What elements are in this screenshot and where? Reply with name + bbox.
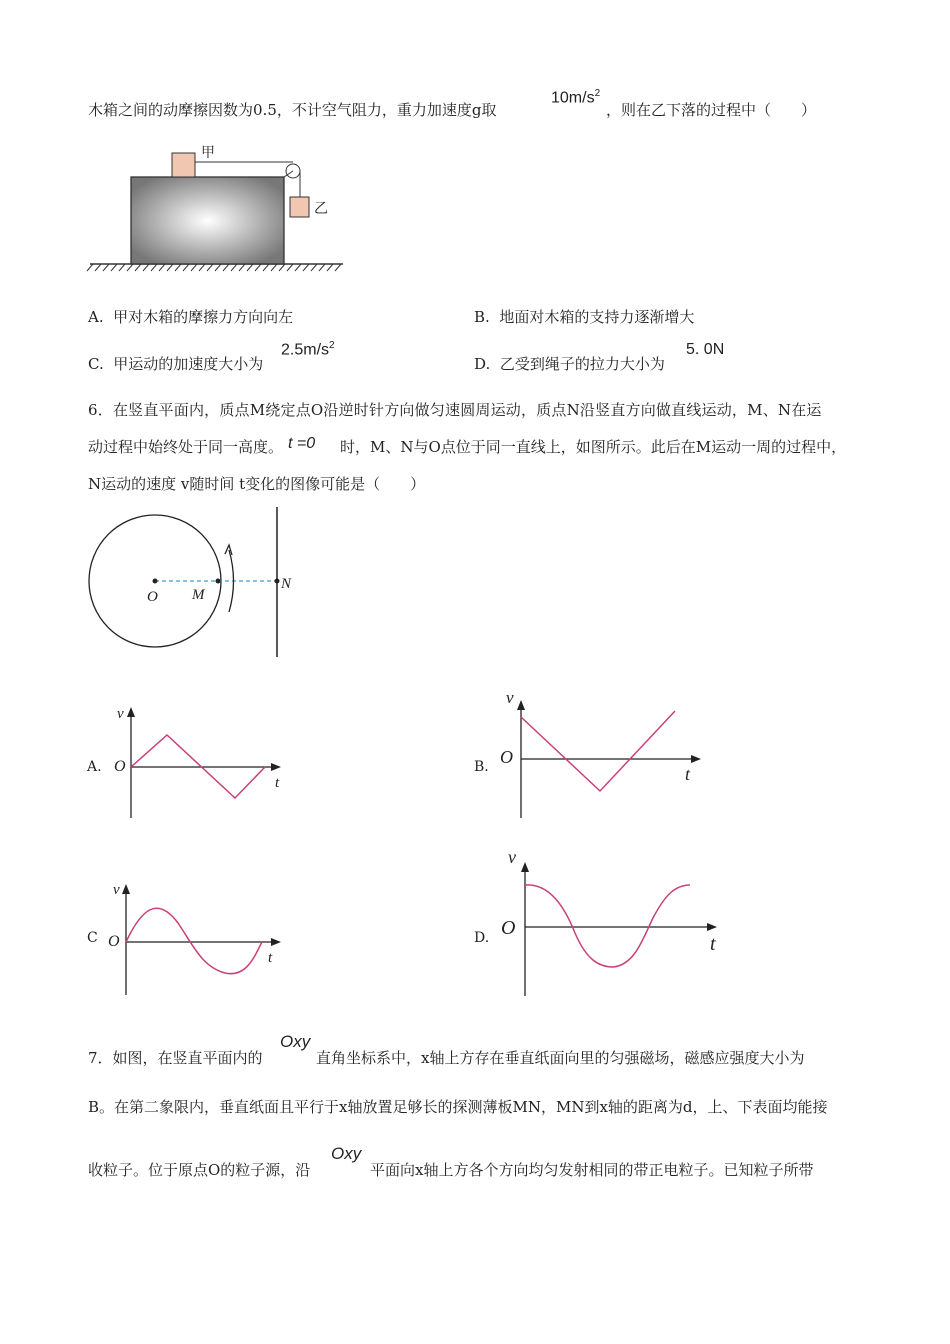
graph-a[interactable]: [105, 700, 295, 825]
ground-hatch: [263, 264, 269, 271]
graph-c[interactable]: [105, 875, 295, 1000]
svg-text:v: v: [117, 706, 124, 722]
q6-line1: 6．在竖直平面内，质点M绕定点O沿逆时针方向做匀速圆周运动，质点N沿竖直方向做直线运动，M、N在运: [88, 401, 822, 419]
point-M: [216, 579, 221, 584]
ground-hatch: [103, 264, 109, 271]
ground-hatch: [127, 264, 133, 271]
ground-hatch: [199, 264, 205, 271]
ground-hatch: [175, 264, 181, 271]
ground-hatch: [303, 264, 309, 271]
q5-option-d-value: 5. 0N: [686, 341, 725, 358]
label-O: O: [147, 589, 158, 605]
ground-hatch: [215, 264, 221, 271]
ground-hatch: [223, 264, 229, 271]
q6-option-a[interactable]: A.: [87, 759, 102, 775]
q7-line2: B。在第二象限内，垂直纸面且平行于x轴放置足够长的探测薄板MN，MN到x轴的距离为d，上、下表面均能接: [88, 1098, 828, 1116]
block-jia: [172, 153, 195, 177]
q7-line3-b: 平面向x轴上方各个方向均匀发射相同的带正电粒子。已知粒子所带: [370, 1161, 814, 1179]
q5-option-c[interactable]: [88, 354, 263, 374]
ground-hatch: [159, 264, 165, 271]
ground-hatch: [151, 264, 157, 271]
label-N: N: [281, 576, 292, 592]
graph-d[interactable]: [495, 843, 725, 1003]
ground-hatch: [279, 264, 285, 271]
option-letter: D.: [474, 355, 491, 373]
q5-option-c-value: $2.5m/s^2$: [281, 340, 335, 359]
ground-hatch: [191, 264, 197, 271]
svg-text:v: v: [506, 688, 514, 707]
svg-text:t: t: [685, 764, 691, 784]
ground-hatch: [247, 264, 253, 271]
q7-line3-a: 收粒子。位于原点O的粒子源，沿: [88, 1161, 311, 1179]
svg-text:t: t: [710, 933, 716, 955]
option-letter: C.: [88, 355, 104, 373]
option-text: 甲对木箱的摩擦力方向向左: [113, 308, 294, 326]
q7-line1-a: 7．如图，在竖直平面内的: [88, 1049, 263, 1067]
q7-coord-1: Oxy: [280, 1032, 311, 1051]
q6-circle-figure: [85, 505, 305, 665]
ground-hatch: [167, 264, 173, 271]
q7-coord-2: Oxy: [331, 1144, 362, 1163]
q5-option-d[interactable]: [474, 354, 665, 374]
q5-option-b[interactable]: [474, 307, 694, 327]
ground-hatch: [255, 264, 261, 271]
q6-option-c[interactable]: C: [87, 930, 98, 946]
q7-line1-b: 直角坐标系中，x轴上方存在垂直纸面向里的匀强磁场，磁感应强度大小为: [316, 1049, 805, 1067]
svg-text:t: t: [268, 950, 273, 966]
ground-hatch: [183, 264, 189, 271]
q6-line2-b: 时，M、N与O点位于同一直线上，如图所示。此后在M运动一周的过程中，: [340, 438, 847, 456]
q5-stem-b: ，则在乙下落的过程中（ ）: [606, 101, 817, 119]
label-yi: 乙: [314, 202, 328, 217]
curve-c: [126, 908, 262, 973]
q6-line3: N运动的速度 v随时间 t变化的图像可能是（ ）: [88, 475, 426, 493]
ground-hatch: [231, 264, 237, 271]
curve-b: [521, 711, 675, 791]
wooden-box: [131, 177, 284, 264]
q5-stem: [88, 100, 496, 120]
q5-option-a[interactable]: [88, 307, 293, 327]
option-letter: A.: [88, 308, 104, 326]
q6-line2-t: t =0: [288, 435, 316, 452]
ground-hatch: [87, 264, 93, 271]
q5-stem-a: 木箱之间的动摩擦因数为0.5，不计空气阻力，重力加速度g取: [88, 101, 497, 119]
svg-text:v: v: [113, 882, 120, 898]
ground-hatch: [135, 264, 141, 271]
ground-hatch: [319, 264, 325, 271]
svg-text:O: O: [500, 747, 513, 767]
ground-hatch: [95, 264, 101, 271]
ground-hatch: [311, 264, 317, 271]
q6-option-d[interactable]: D.: [474, 930, 490, 946]
ground-hatch: [143, 264, 149, 271]
q6-line2-a: 动过程中始终处于同一高度。: [88, 438, 284, 456]
svg-text:O: O: [108, 933, 120, 950]
q5-figure: [85, 140, 355, 275]
q6-option-b[interactable]: B.: [474, 759, 489, 775]
option-letter: B.: [474, 308, 490, 326]
label-jia: 甲: [201, 146, 215, 161]
ground-hatch: [327, 264, 333, 271]
svg-text:v: v: [508, 847, 516, 867]
option-text: 甲运动的加速度大小为: [113, 355, 264, 373]
ground-hatch: [271, 264, 277, 271]
label-M: M: [192, 587, 205, 603]
option-text: 地面对木箱的支持力逐渐增大: [499, 308, 695, 326]
svg-text:O: O: [501, 917, 516, 939]
graph-b[interactable]: [495, 683, 715, 823]
ground-hatch: [207, 264, 213, 271]
ground-hatch: [119, 264, 125, 271]
ground-hatch: [111, 264, 117, 271]
ground-hatch: [295, 264, 301, 271]
ground-hatch: [239, 264, 245, 271]
curve-d: [525, 885, 690, 967]
q5-g-value: $10m/s^2$: [551, 88, 601, 107]
point-O: [153, 579, 158, 584]
option-text: 乙受到绳子的拉力大小为: [499, 355, 665, 373]
svg-text:t: t: [275, 775, 280, 791]
svg-text:O: O: [114, 758, 126, 775]
ground-hatch: [287, 264, 293, 271]
ground-hatch: [335, 264, 341, 271]
block-yi: [290, 197, 309, 217]
